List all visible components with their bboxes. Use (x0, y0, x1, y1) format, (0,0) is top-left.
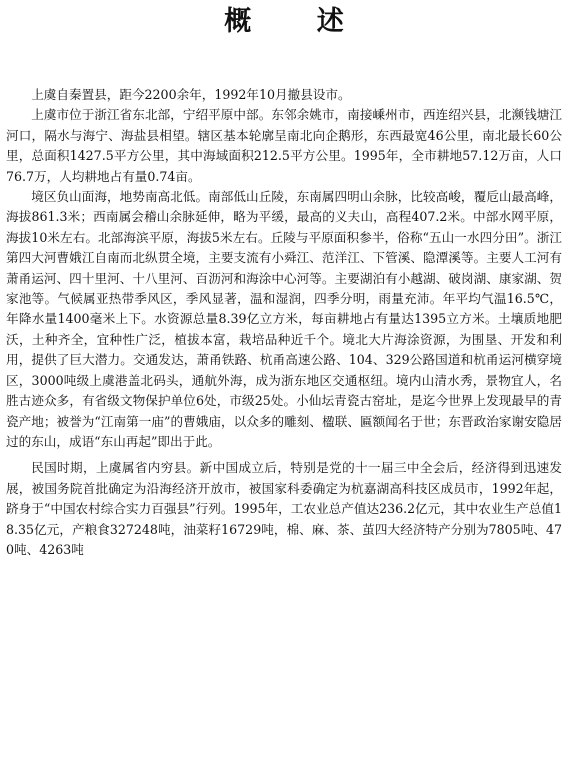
body-text (6, 85, 562, 560)
paragraph-history: 上虞自秦置县，距今2200余年，1992年10月撤县设市。 (31, 87, 351, 102)
paragraph-economy: 民国时期，上虞属省内穷县。新中国成立后，特别是党的十一届三中全会后，经济得到迅速发展，被国务院首批确定为沿海经济开放市，被国家科委确定为杭嘉湖高科技区成员市，1992年起，跻身于“中国农村综合实力百强县”行列。1995年，工农业总产值达236.2亿元，其中农业生产总值18.35亿元，产粮食327248吨，油菜籽16729吨，棉、麻、茶、茧四大经济特产分别为7805吨、470吨、4263吨 (6, 460, 562, 557)
page-title: 概 述 (224, 6, 372, 37)
paragraph-location: 上虞市位于浙江省东北部，宁绍平原中部。东邻余姚市，南接嵊州市，西连绍兴县，北濒钱塘江河口，隔水与海宁、海盐县相望。辖区基本轮廓呈南北向企鹅形，东西最宽46公里，南北最长60公里，总面积1427.5平方公里，其中海域面积212.5平方公里。1995年，全市耕地57.12万亩，人口76.7万，人均耕地占有量0.74亩。 (6, 107, 562, 184)
paragraph-geography: 境区负山面海，地势南高北低。南部低山丘陵，东南属四明山余脉，比较高峻，覆卮山最高峰，海拔861.3米；西南属会稽山余脉延伸，略为平缓，最高的义夫山，高程407.2米。中部水网平原，海拔10米左右。北部海滨平原，海拔5米左右。丘陵与平原面积参半，俗称“五山一水四分田”。浙江第四大河曹娥江自南而北纵贯全境，主要支流有小舜江、范洋江、下管溪、隐潭溪等。主要人工河有萧甬运河、四十里河、十八里河、百沥河和海涂中心河等。主要湖泊有小越湖、破岗湖、康家湖、贺家池等。气候属亚热带季风区，季风显著，温和湿润，四季分明，雨量充沛。年平均气温16.5℃，年降水量1400毫米上下。水资源总量8.39亿立方米，每亩耕地占有量达1395立方米。土壤质地肥沃，土种齐全，宜种性广泛，植拔本富，栽培品种近千个。境北大片海涂资源，为围垦、开发和利用，提供了巨大潜力。交通发达，萧甬铁路、杭甬高速公路、104、329公路国道和杭甬运河横穿境区，3000吨级上虞港盖北码头，通航外海，成为浙东地区交通枢纽。境内山清水秀，景物宜人，名胜古迹众多，有省级文物保护单位6处，市级25处。小仙坛青瓷古窑址，是迄今世界上发现最早的青瓷产地；被誉为“江南第一庙”的曹娥庙，以众多的雕刻、楹联、匾额闻名于世；东晋政治家谢安隐居过的东山，成语“东山再起”即出于此。 (6, 189, 562, 449)
